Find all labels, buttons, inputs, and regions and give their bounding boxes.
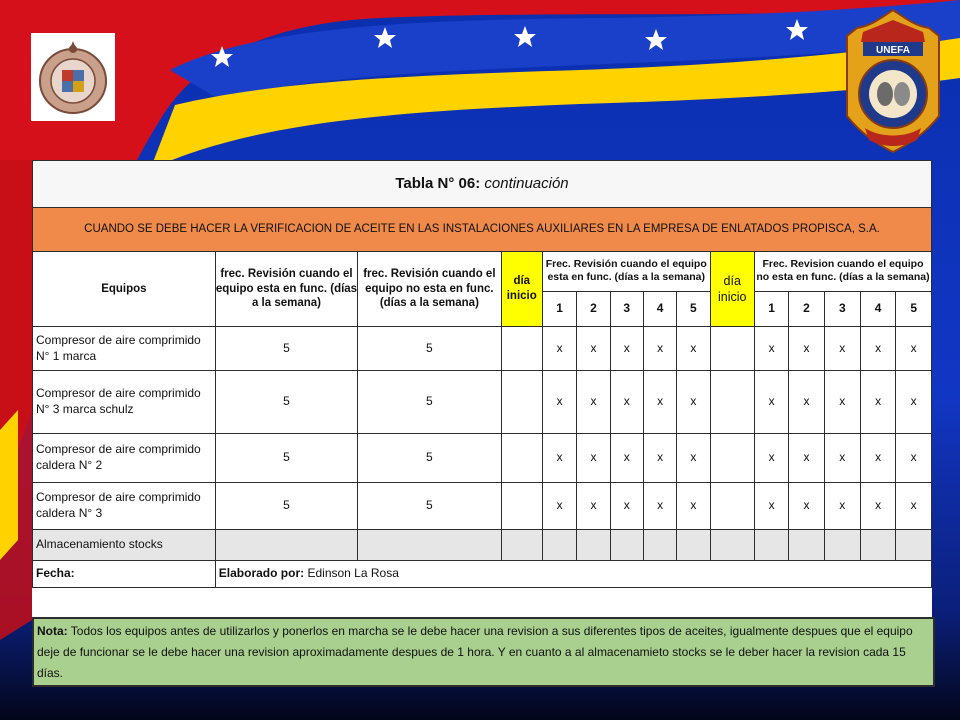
mark-cell: x xyxy=(643,371,676,434)
storage-label: Almacenamiento stocks xyxy=(33,530,216,561)
table-title xyxy=(33,161,932,208)
table-row xyxy=(33,371,932,434)
mark-cell: x xyxy=(677,483,710,530)
mark-cell: x xyxy=(824,371,860,434)
mark-cell: x xyxy=(860,327,895,371)
dia-inicio-cell xyxy=(710,371,754,434)
mark-cell: x xyxy=(577,483,610,530)
frec-no-func-cell: 5 xyxy=(358,327,501,371)
unefa-logo-text: UNEFA xyxy=(876,45,910,56)
mark-cell: x xyxy=(643,483,676,530)
mark-cell: x xyxy=(896,483,932,530)
day-header: 3 xyxy=(824,291,860,326)
mark-cell: x xyxy=(896,327,932,371)
mark-cell: x xyxy=(824,483,860,530)
mark-cell: x xyxy=(860,483,895,530)
mark-cell: x xyxy=(542,371,576,434)
mark-cell: x xyxy=(542,327,576,371)
mark-cell: x xyxy=(677,371,710,434)
table-title-number: Tabla N° 06: xyxy=(395,175,481,193)
mark-cell: x xyxy=(860,434,895,483)
equipo-cell: Compresor de aire comprimido caldera N° 3 xyxy=(33,483,216,530)
dia-inicio-cell xyxy=(710,434,754,483)
unefa-logo xyxy=(845,6,941,154)
mark-cell: x xyxy=(610,371,643,434)
header-frec-func: frec. Revisión cuando el equipo esta en func. (días a la semana) xyxy=(215,252,357,327)
mark-cell: x xyxy=(789,371,824,434)
frec-no-func-cell: 5 xyxy=(358,371,501,434)
table-title-suffix: continuación xyxy=(484,175,569,193)
mark-cell: x xyxy=(789,434,824,483)
note-label: Nota: xyxy=(37,624,68,638)
header-group-no-func: Frec. Revision cuando el equipo no esta en func. (días a la semana) xyxy=(754,252,931,292)
mark-cell: x xyxy=(860,371,895,434)
day-header: 4 xyxy=(860,291,895,326)
day-header: 5 xyxy=(677,291,710,326)
frec-func-cell: 5 xyxy=(215,371,357,434)
dia-inicio-cell xyxy=(501,371,542,434)
mark-cell: x xyxy=(610,434,643,483)
dia-inicio-cell xyxy=(501,483,542,530)
mark-cell: x xyxy=(677,327,710,371)
mark-cell: x xyxy=(542,483,576,530)
mark-cell: x xyxy=(643,327,676,371)
dia-inicio-cell xyxy=(710,483,754,530)
day-header: 2 xyxy=(789,291,824,326)
day-header: 1 xyxy=(754,291,788,326)
dia-inicio-cell xyxy=(501,434,542,483)
day-header: 3 xyxy=(610,291,643,326)
mark-cell: x xyxy=(610,483,643,530)
institution-logo-left xyxy=(31,33,115,121)
frec-func-cell: 5 xyxy=(215,434,357,483)
mark-cell: x xyxy=(824,434,860,483)
table-row xyxy=(33,434,932,483)
header-dia-inicio-2: día inicio xyxy=(710,252,754,327)
verification-table xyxy=(32,160,932,588)
table-row xyxy=(33,483,932,530)
note-box xyxy=(32,617,935,687)
mark-cell: x xyxy=(542,434,576,483)
mark-cell: x xyxy=(577,371,610,434)
note-text: Todos los equipos antes de utilizarlos y ponerlos en marcha se le debe hacer una revision a sus diferentes tipos de aceites, igualmente despues que el equipo deje de funcionar se le debe hacer una revision aproximadamente despues de 1 hora. Y en cuanto a al almacenamieto stocks se le deber hacer la revision cada 15 días. xyxy=(37,624,913,680)
equipo-cell: Compresor de aire comprimido N° 1 marca xyxy=(33,327,216,371)
day-header: 4 xyxy=(643,291,676,326)
mark-cell: x xyxy=(610,327,643,371)
equipo-cell: Compresor de aire comprimido N° 3 marca schulz xyxy=(33,371,216,434)
header-equipos: Equipos xyxy=(33,252,216,327)
mark-cell: x xyxy=(754,483,788,530)
equipo-cell: Compresor de aire comprimido caldera N° 2 xyxy=(33,434,216,483)
elaborado-cell xyxy=(215,561,931,588)
coat-of-arms-icon xyxy=(36,37,110,117)
mark-cell: x xyxy=(577,434,610,483)
header-group-func: Frec. Revisión cuando el equipo esta en func. (días a la semana) xyxy=(542,252,710,292)
mark-cell: x xyxy=(754,434,788,483)
mark-cell: x xyxy=(677,434,710,483)
footer-row xyxy=(33,561,932,588)
storage-row xyxy=(33,530,932,561)
mark-cell: x xyxy=(754,327,788,371)
header-frec-no-func: frec. Revisión cuando el equipo no esta en func. (días a la semana) xyxy=(358,252,501,327)
frec-func-cell: 5 xyxy=(215,327,357,371)
frec-no-func-cell: 5 xyxy=(358,483,501,530)
mark-cell: x xyxy=(643,434,676,483)
mark-cell: x xyxy=(789,483,824,530)
dia-inicio-cell xyxy=(501,327,542,371)
table-row xyxy=(33,327,932,371)
day-header: 1 xyxy=(542,291,576,326)
day-header: 5 xyxy=(896,291,932,326)
dia-inicio-cell xyxy=(710,327,754,371)
frec-no-func-cell: 5 xyxy=(358,434,501,483)
elaborado-label: Elaborado por: xyxy=(218,566,305,581)
table-banner: CUANDO SE DEBE HACER LA VERIFICACION DE ACEITE EN LAS INSTALACIONES AUXILIARES EN LA EMPRESA DE ENLATADOS PROPISCA, S.A. xyxy=(33,208,932,252)
day-header: 2 xyxy=(577,291,610,326)
table-sheet xyxy=(32,160,932,685)
mark-cell: x xyxy=(896,371,932,434)
mark-cell: x xyxy=(577,327,610,371)
fecha-label: Fecha: xyxy=(33,561,216,588)
mark-cell: x xyxy=(754,371,788,434)
mark-cell: x xyxy=(824,327,860,371)
elaborado-name: Edinson La Rosa xyxy=(307,566,399,581)
mark-cell: x xyxy=(896,434,932,483)
frec-func-cell: 5 xyxy=(215,483,357,530)
mark-cell: x xyxy=(789,327,824,371)
header-dia-inicio: día inicio xyxy=(501,252,542,327)
